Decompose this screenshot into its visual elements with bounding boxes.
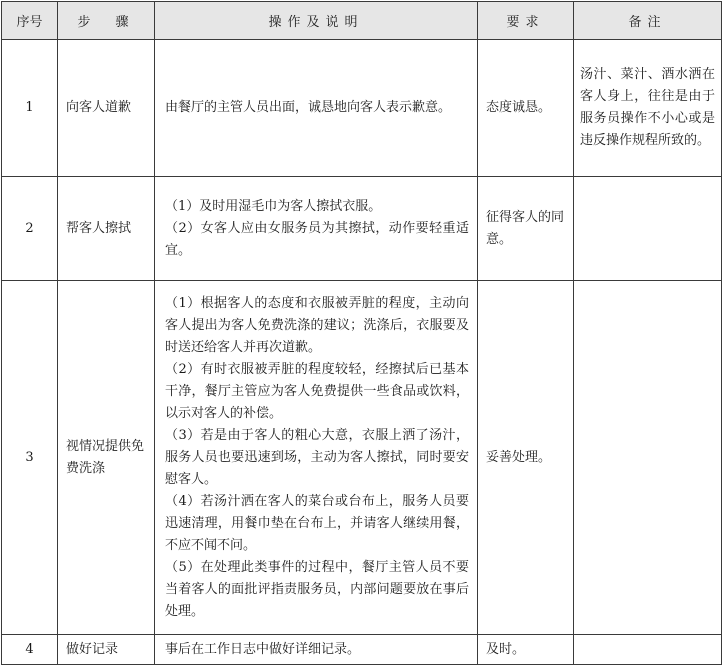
description-cell — [155, 635, 478, 665]
header-step: 步 骤 — [58, 2, 155, 40]
description-item: 事后在工作日志中做好详细记录。 — [165, 641, 361, 657]
description-item: （3）若是由于客人的粗心大意，衣服上洒了汤汁，服务人员也要迅速到场，主动为客人擦拭，同时要安慰客人。 — [165, 427, 469, 487]
header-no: 序号 — [2, 2, 58, 40]
header-desc: 操作及说明 — [155, 2, 478, 40]
step-cell: 做好记录 — [58, 635, 155, 665]
description-item: （5）在处理此类事件的过程中，餐厅主管人员不要当着客人的面批评指责服务员，内部问题要放在事后处理。 — [165, 559, 469, 619]
description-item: （2）女客人应由女服务员为其擦拭，动作要轻重适宜。 — [165, 220, 469, 258]
requirement-cell: 态度诚恳。 — [478, 40, 574, 177]
table-row — [2, 177, 722, 281]
row-number: 4 — [2, 635, 58, 665]
note-cell — [574, 177, 722, 281]
description-item: （1）根据客人的态度和衣服被弄脏的程度，主动向客人提出为客人免费洗涤的建议；洗涤后，衣服要及时送还给客人并再次道歉。 — [165, 295, 469, 355]
row-number: 3 — [2, 281, 58, 635]
requirement-cell: 妥善处理。 — [478, 281, 574, 635]
description-item: （4）若汤汁洒在客人的菜台或台布上，服务人员要迅速清理，用餐巾垫在台布上，并请客人继续用餐，不应不闻不问。 — [165, 493, 469, 553]
procedure-table — [1, 1, 722, 665]
description-cell — [155, 281, 478, 635]
description-item: （1）及时用湿毛巾为客人擦拭衣服。 — [165, 198, 382, 214]
table-row — [2, 635, 722, 665]
note-cell — [574, 281, 722, 635]
row-number: 1 — [2, 40, 58, 177]
header-row — [2, 2, 722, 40]
table-row — [2, 281, 722, 635]
row-number: 2 — [2, 177, 58, 281]
requirement-cell: 征得客人的同意。 — [478, 177, 574, 281]
requirement-cell: 及时。 — [478, 635, 574, 665]
description-item: 由餐厅的主管人员出面，诚恳地向客人表示歉意。 — [165, 100, 452, 115]
step-cell: 向客人道歉 — [58, 40, 155, 177]
table-row — [2, 40, 722, 177]
note-cell: 汤汁、菜汁、酒水洒在客人身上，往往是由于服务员操作不小心或是违反操作规程所致的。 — [574, 40, 722, 177]
header-note: 备注 — [574, 2, 722, 40]
header-req: 要求 — [478, 2, 574, 40]
description-cell — [155, 177, 478, 281]
step-cell: 视情况提供免费洗涤 — [58, 281, 155, 635]
description-cell — [155, 40, 478, 177]
note-cell — [574, 635, 722, 665]
step-cell: 帮客人擦拭 — [58, 177, 155, 281]
description-item: （2）有时衣服被弄脏的程度较轻，经擦拭后已基本干净，餐厅主管应为客人免费提供一些食品或饮料，以示对客人的补偿。 — [165, 361, 469, 421]
